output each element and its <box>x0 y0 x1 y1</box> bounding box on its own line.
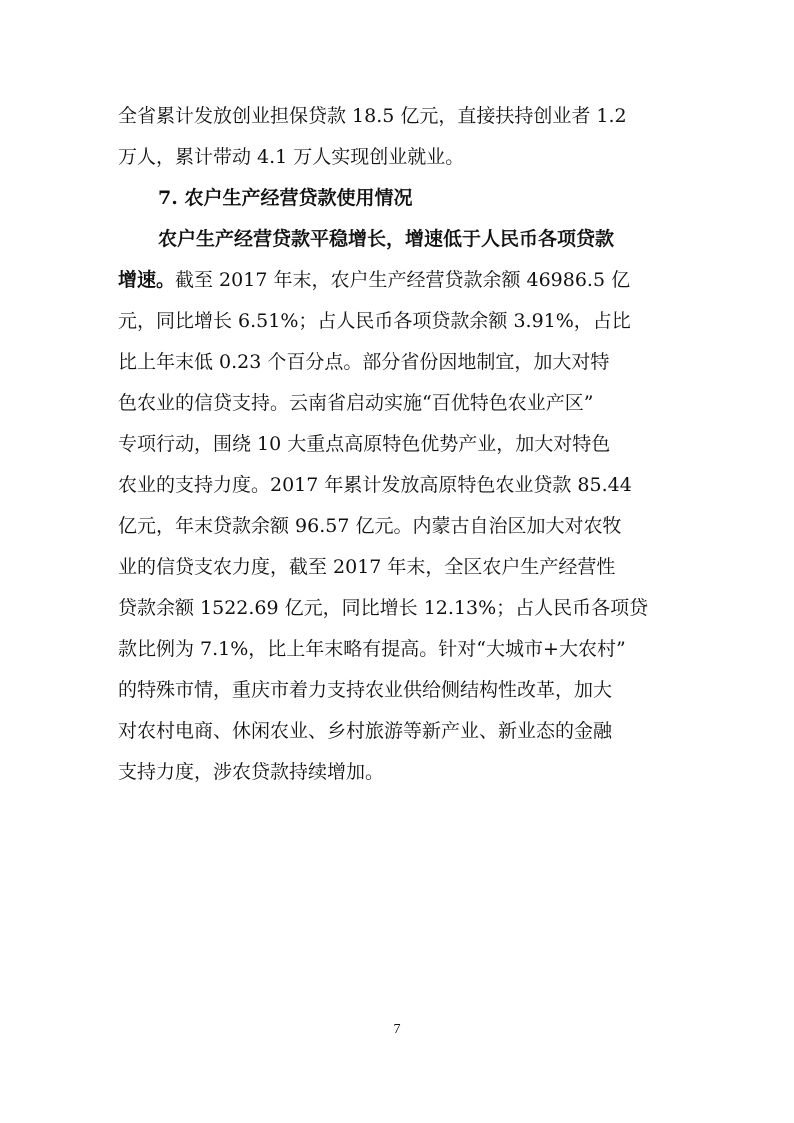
paragraph-line: 对农村电商、休闲农业、乡村旅游等新产业、新业态的金融 <box>118 720 613 742</box>
paragraph-line-rest: 截至 2017 年末，农户生产经营贷款余额 46986.5 亿 <box>175 269 631 291</box>
paragraph-line: 贷款余额 1522.69 亿元，同比增长 12.13%；占人民币各项贷 <box>118 597 649 619</box>
paragraph-line: 比上年末低 0.23 个百分点。部分省份因地制宜，加大对特 <box>118 351 610 373</box>
paragraph-line: 款比例为 7.1%，比上年末略有提高。针对“大城市+大农村” <box>118 638 626 660</box>
document-body <box>118 96 680 793</box>
paragraph-line: 元，同比增长 6.51%；占人民币各项贷款余额 3.91%，占比 <box>118 310 631 332</box>
section-heading: 7. 农户生产经营贷款使用情况 <box>158 187 413 209</box>
paragraph-lead-bold: 农户生产经营贷款平稳增长，增速低于人民币各项贷款 <box>158 228 615 250</box>
page-number: 7 <box>393 1022 401 1037</box>
paragraph-lead-bold-end: 增速。 <box>118 269 176 291</box>
paragraph-line: 业的信贷支农力度，截至 2017 年末，全区农户生产经营性 <box>118 556 616 578</box>
paragraph-line: 的特殊市情，重庆市着力支持农业供给侧结构性改革，加大 <box>118 679 613 701</box>
paragraph-line: 色农业的信贷支持。云南省启动实施“百优特色农业产区” <box>118 392 594 414</box>
paragraph-line: 专项行动，围绕 10 大重点高原特色优势产业，加大对特色 <box>118 433 611 455</box>
paragraph-line <box>118 260 680 301</box>
paragraph-line: 全省累计发放创业担保贷款 18.5 亿元，直接扶持创业者 1.2 <box>118 105 627 127</box>
paragraph-line: 农业的支持力度。2017 年累计发放高原特色农业贷款 85.44 <box>118 474 632 496</box>
paragraph-line: 万人，累计带动 4.1 万人实现创业就业。 <box>118 146 465 168</box>
paragraph-line: 支持力度，涉农贷款持续增加。 <box>118 761 385 783</box>
paragraph-line: 亿元，年末贷款余额 96.57 亿元。内蒙古自治区加大对农牧 <box>118 515 622 537</box>
